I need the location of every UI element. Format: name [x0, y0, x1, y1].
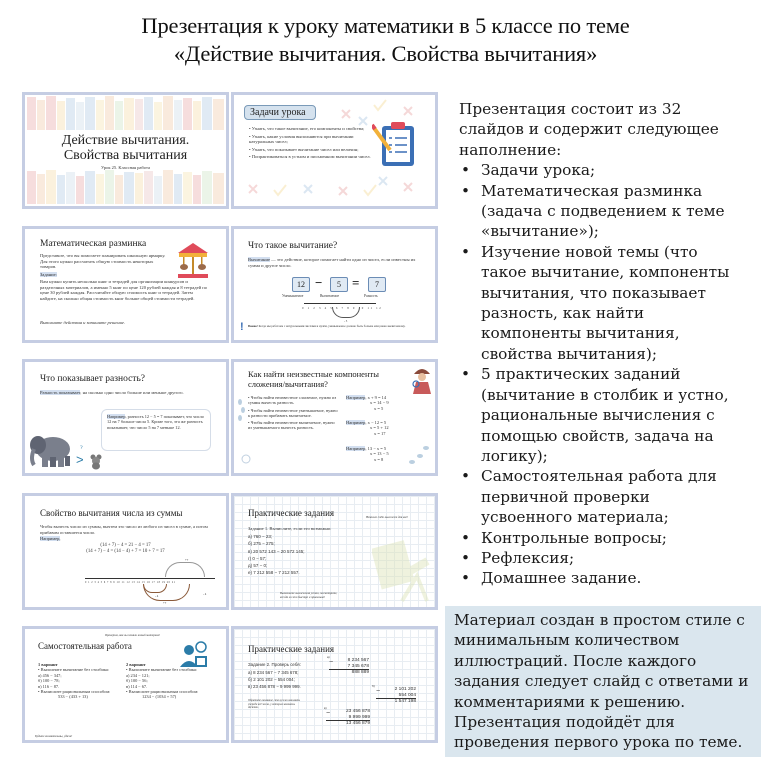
footprints-icon	[234, 362, 435, 473]
bullet-icon: •	[461, 242, 471, 261]
example-1: Например, x + 9 = 14 x = 14 − 9 x = 5	[346, 395, 389, 411]
equals-sign: =	[352, 275, 360, 290]
arc-label: - 4	[155, 594, 159, 598]
aside-note: Проверим, как вы поняли новый материал!	[105, 633, 161, 637]
note-line: Презентация подойдёт для	[454, 713, 675, 732]
goal-item: • Узнать, какие условия выполняются при вычитании натуральных чисел;	[249, 133, 354, 145]
column-subtraction-c: в) 23 456 878 9 999 999 13 456 879 −	[324, 706, 370, 727]
material-note-box	[445, 606, 761, 757]
slide-thumbnail-title[interactable]	[22, 92, 229, 209]
equation-1: (14 + 7) − 4 = 21 − 4 = 17	[100, 543, 151, 548]
content-list-line: Изучение новой темы (что	[481, 242, 698, 261]
slide-thumbnail-unknown-components[interactable]	[231, 359, 438, 476]
content-list-item	[459, 242, 764, 364]
warmup-task-label: Задание:	[40, 272, 57, 277]
arc	[332, 307, 360, 318]
content-list-line: (вычитание в столбик и устно,	[481, 385, 729, 404]
task-item: б) 275 − 275;	[248, 541, 275, 547]
equation	[292, 277, 392, 291]
property-text: Чтобы вычесть число из суммы, вычтем это число из любого из чисел в сумме, а потом прибавим оставшееся число.	[40, 524, 208, 535]
slide-thumbnail-what-is-subtraction[interactable]	[231, 226, 438, 343]
content-list-line: свойства вычитания);	[481, 344, 658, 363]
slide-title: Практические задания	[248, 644, 335, 654]
column-subtraction-b: б) 2 101 202 554 004 1 547 198 −	[372, 684, 416, 705]
arc-upper	[165, 562, 205, 577]
content-list-line: первичной проверки	[481, 487, 650, 506]
task-item: б) 2 101 202 − 554 004;	[248, 677, 295, 682]
example-text: Например, разность 12 − 5 = 7 показывает, что число 12 на 7 больше числа 5. Кроме того, эта же разность показывает, что число 5 на 7 меньше 12.	[107, 414, 204, 430]
slide-title: Что показывает разность?	[40, 374, 146, 384]
slide-title: Практические задания	[248, 508, 335, 518]
task-text: Задание 2. Проверь себя:	[248, 662, 301, 667]
content-list-item	[459, 160, 764, 180]
goal-item: • Узнать, что показывает вычитание чисел или величин;	[249, 146, 359, 152]
description-intro-line: слайдов и содержит следующее	[459, 120, 719, 139]
task-item: г) 0 − 57;	[248, 555, 267, 561]
rule-item: • Чтобы найти неизвестное слагаемое, нужно из суммы вычесть разность.	[248, 395, 337, 406]
content-list-line: Математическая разминка	[481, 181, 703, 200]
label-subtrahend: Вычитаемое	[320, 294, 340, 298]
content-list-line: усвоенного материала;	[481, 508, 669, 527]
notebook-icon	[372, 536, 432, 606]
note-line: проведения первого урока по теме.	[454, 733, 743, 752]
warmup-task: Вам нужно купить несколько книг и тетрадей для организации конкурсов и раздаточных материалов, а именно 5 книг по цене 120 рублей каждая и 8 тетрадей по цене 30 рублей каждая. Рассчитайте общую стоимость книг и тетрадей. Затем найдите, на сколько общая стоимость книг больше общей стоимости тетрадей.	[40, 279, 208, 302]
content-list-line: Домашнее задание.	[481, 569, 642, 588]
slide-thumbnail-practice-1[interactable]	[231, 493, 438, 610]
footer-note: Будьте внимательны, удачи!	[35, 734, 73, 738]
page-title-line-1: Презентация к уроку математики в 5 классе по теме	[141, 13, 630, 38]
important-note: Важно! Когда мы работаем с натуральными числами и нулём, уменьшаемое должно быть больше или равно вычитаемому.	[248, 324, 406, 328]
slide-thumbnail-subtraction-property[interactable]	[22, 493, 229, 610]
important-mark: !	[240, 321, 244, 333]
bullet-icon: •	[461, 181, 471, 200]
task-item: е) 7 212 558 − 7 212 557.	[248, 570, 300, 576]
content-list-line: такое вычитание, компоненты	[481, 263, 730, 282]
content-list-item	[459, 548, 764, 568]
minuend-box: 12	[292, 277, 310, 292]
variant-label: 1 вариант	[38, 662, 58, 667]
slide-thumbnail-difference[interactable]	[22, 359, 229, 476]
elephant-icon	[28, 431, 74, 469]
task-item: в) 20 572 143 − 20 572 145;	[248, 548, 305, 554]
label-minuend: Уменьшаемое	[282, 294, 304, 298]
content-list-line: Самостоятельная работа для	[481, 467, 717, 486]
rule-item: • Чтобы найти неизвестное уменьшаемое, нужно к разности прибавить вычитаемое.	[248, 407, 338, 418]
slide-title: Математическая разминка	[40, 239, 147, 249]
subtrahend-box: 5	[330, 277, 348, 292]
mouse-icon	[89, 454, 103, 470]
note-line: задания следует слайд с ответами и	[454, 672, 749, 691]
note-line: минимальным количеством	[454, 631, 680, 650]
variant-label: 2 вариант	[126, 662, 146, 667]
note-line: иллюстраций. После каждого	[454, 651, 697, 670]
content-list-item	[459, 466, 764, 527]
slide-thumbnail-independent-work[interactable]	[22, 626, 229, 743]
question-mark: ?	[80, 445, 83, 451]
difference-box: 7	[368, 277, 386, 292]
content-list-line: разность, как найти	[481, 304, 645, 323]
content-list	[459, 160, 764, 589]
warmup-footer: Выполните действия и запишите решение.	[40, 320, 126, 325]
warmup-intro: Представьте, что вы помогаете планировать школьную ярмарку. Для этого нужно рассчитать общую стоимость некоторых товаров.	[40, 253, 166, 270]
bullet-icon: •	[461, 548, 471, 567]
content-list-item	[459, 528, 764, 548]
slide-title: Самостоятельная работа	[38, 641, 132, 651]
content-list-line: компоненты вычитания,	[481, 324, 680, 343]
minus-sign: −	[315, 275, 323, 290]
page-title	[0, 12, 771, 68]
task-item: д) 57 − 0;	[248, 563, 268, 569]
bullet-icon: •	[461, 528, 471, 547]
carousel-icon	[175, 241, 211, 279]
definition: Разность показывает, на сколько одно число больше или меньше другого.	[40, 390, 184, 395]
content-list-line: логику);	[481, 446, 548, 465]
slide-subtitle: Урок 25. Классная работа	[101, 165, 150, 170]
column-subtraction-a: а) 8 234 567 7 345 678 888 889 −	[327, 655, 369, 676]
bullet-icon: •	[461, 161, 471, 180]
presentation-description	[459, 99, 764, 589]
arc-label: +7	[185, 558, 189, 562]
number-line	[304, 303, 376, 304]
bullet-icon: •	[461, 365, 471, 384]
arc-label: - 5	[344, 319, 348, 323]
task-items	[248, 669, 301, 690]
aside-note: Немного счёт выложит для вас!	[366, 515, 409, 519]
task-item: в) 23 456 878 − 9 999 999.	[248, 684, 301, 689]
slide-thumbnail-warmup[interactable]	[22, 226, 229, 343]
note-line: Материал создан в простом стиле с	[454, 611, 745, 629]
goal-item: • Попрактиковаться в устном и письменном вычитании чисел.	[249, 154, 371, 160]
content-list-line: Контрольные вопросы;	[481, 528, 667, 547]
arc-lower-2	[143, 584, 190, 601]
task-item: а) 8 234 567 − 7 345 678;	[248, 670, 299, 675]
number-line-ticks: 0 1 2 3 4 5 6 7 8 9 10 11 12 13 14 15 16 17 18 19 20 21	[85, 581, 176, 584]
example-3: Например, 13 − x = 5 x = 13 − 5 x = 8	[346, 446, 389, 462]
arc-label: +7	[163, 601, 167, 605]
number-line	[85, 578, 215, 579]
content-list-line: Задачи урока;	[481, 161, 596, 180]
label-difference: Разность	[364, 294, 378, 298]
rule-item: • Чтобы найти неизвестное вычитаемое, нужно из уменьшаемого вычесть разность.	[248, 420, 335, 431]
clipboard-icon	[372, 120, 422, 170]
bullet-icon: •	[461, 467, 471, 486]
slide-title: Свойство вычитания числа из суммы	[40, 508, 183, 518]
task-item: а) 760 − 23;	[248, 534, 273, 539]
description-intro-line: наполнение:	[459, 140, 562, 159]
goal-item: • Узнать, что такое вычитание, его компоненты и свойства;	[249, 126, 365, 131]
greater-than-sign: >	[76, 452, 84, 467]
content-list-item	[459, 364, 764, 466]
slide-title: Что такое вычитание?	[248, 241, 338, 251]
content-list-line: (задача с подведением к теме	[481, 202, 725, 221]
arc-label: - 4	[203, 592, 207, 596]
content-list-line: рациональные вычисления с	[481, 406, 715, 425]
goals-list	[249, 126, 371, 160]
bullet-icon: •	[461, 569, 471, 588]
note-text: Обратите внимание, что нужно занимать спереди всё числа, у которых заменены десятки.	[248, 699, 301, 710]
number-line-ticks: 0 1 2 3 4 5 6 7 8 9 10 11 12	[302, 306, 383, 310]
equation-2: (14 + 7) − 4 = (14 − 4) + 7 = 10 + 7 = 17	[86, 549, 165, 554]
task-text: Задание 1. Вычислите, если это возможно:	[248, 526, 332, 531]
example-label: Например,	[40, 536, 61, 541]
description-intro-line: Презентация состоит из 32	[459, 100, 682, 118]
title-line-1: Действие вычитания.	[61, 133, 190, 148]
title-line-2: Свойства вычитания	[63, 148, 188, 163]
variant-2: 2 вариант • Выполните вычитание без столбика: а) 234 − 121; б) 100 − 56; в) 114 − 67. • Вычислите рациональным способом: 1234 − (1034 + 57)	[126, 662, 211, 700]
definition: Вычитание — это действие, которое помогает найти одно из чисел, если известны их сумма и другое число.	[248, 257, 416, 268]
slide-thumbnail-practice-2[interactable]	[231, 626, 438, 743]
title-line-2: сложения/вычитания?	[248, 379, 328, 389]
content-list-line: 5 практических заданий	[481, 365, 681, 384]
footer-note: Выполните вычисления устно, посмотрите, всегда ли это быстро и правильно!	[280, 591, 338, 599]
note-line: комментариями к решению.	[454, 692, 686, 711]
variant-1: 1 вариант • Выполните вычитание без столбика: а) 456 − 347; б) 100 − 78; в) 116 − 87. • Вычислите рациональным способом: 533 − (433 + 13)	[38, 662, 123, 700]
description-intro	[459, 99, 764, 160]
slide-thumbnail-lesson-goals[interactable]	[231, 92, 438, 209]
content-list-line: Рефлексия;	[481, 548, 575, 567]
slide-title: Задачи урока	[250, 107, 306, 118]
page-title-line-2: «Действие вычитания. Свойства вычитания»	[173, 41, 598, 66]
content-list-item	[459, 181, 764, 242]
student-icon	[179, 641, 209, 669]
content-list-line: помощью свойств, задача на	[481, 426, 714, 445]
slide-title	[25, 133, 226, 163]
title-line-1: Как найти неизвестные компоненты	[248, 369, 379, 379]
example-2: Например, x − 12 = 5 x = 5 + 12 x = 17	[346, 420, 389, 436]
content-list-item	[459, 568, 764, 588]
task-items	[248, 533, 305, 577]
content-list-line: «вычитание»);	[481, 222, 599, 241]
content-list-line: вычитания, что показывает	[481, 283, 706, 302]
